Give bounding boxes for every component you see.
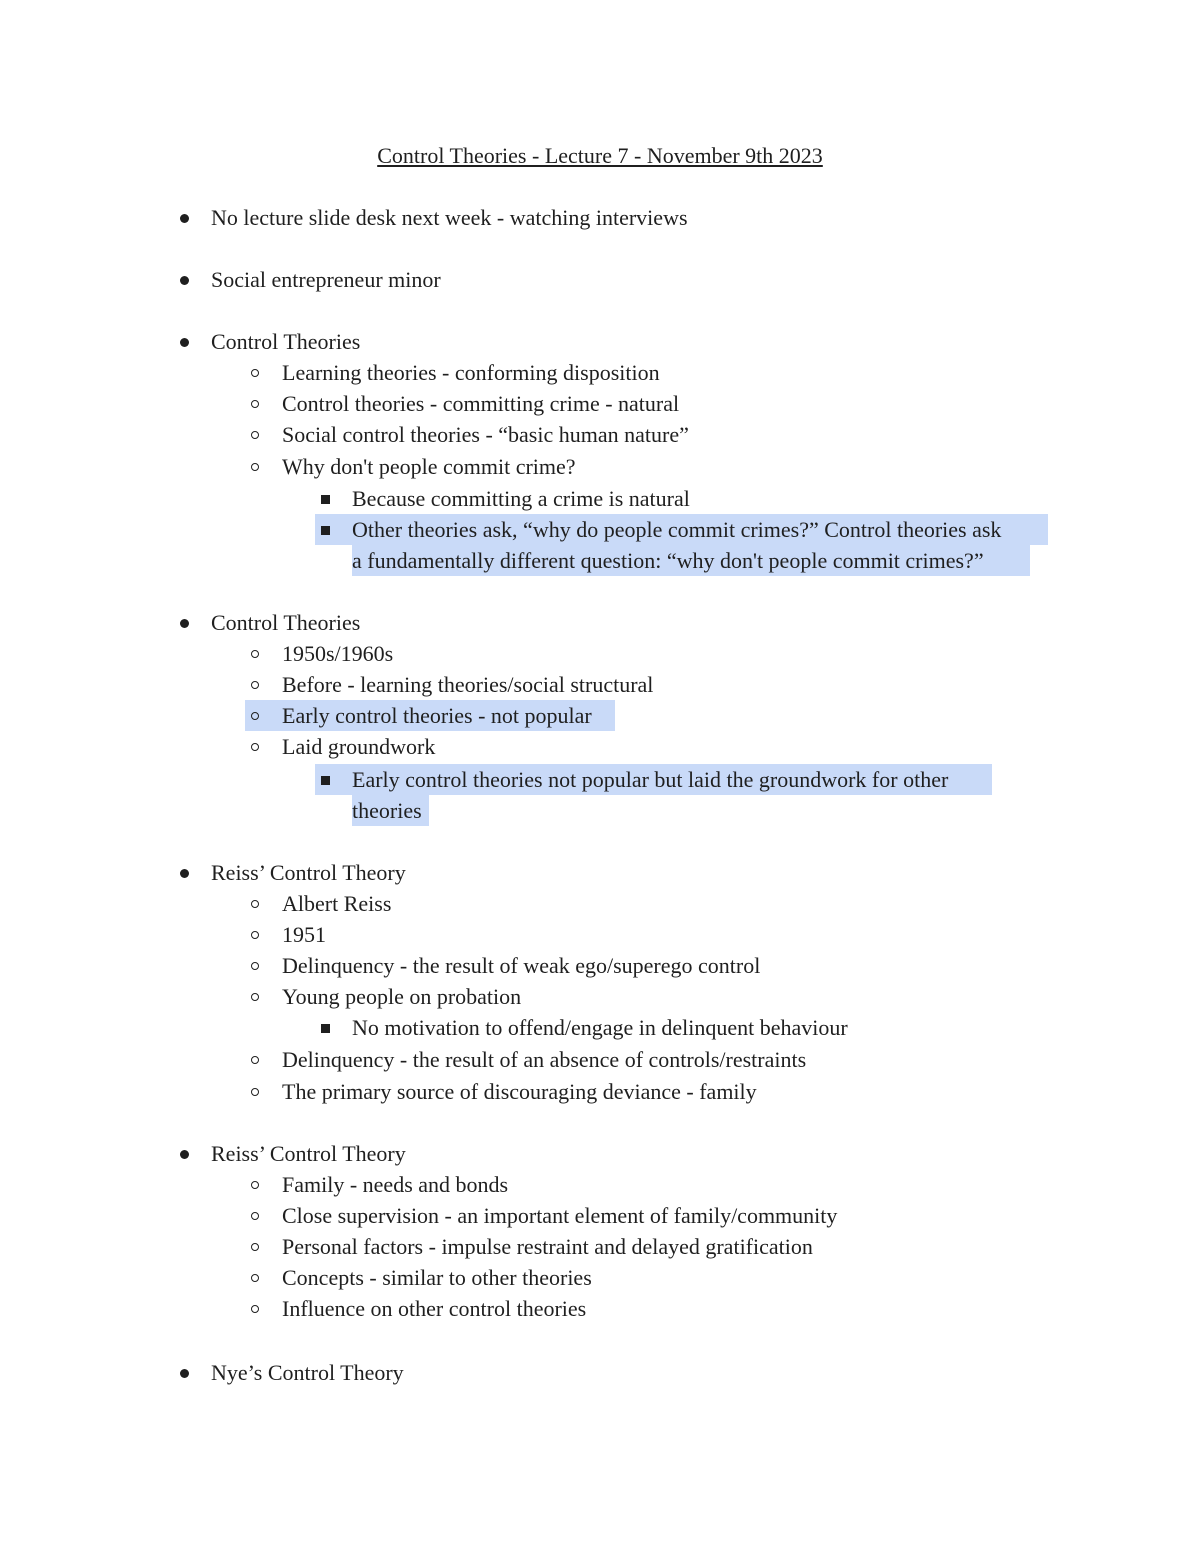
- square-bullet-icon: [315, 514, 335, 545]
- disc-bullet-icon: [174, 264, 194, 295]
- circle-bullet-icon: [245, 1262, 265, 1293]
- circle-bullet-icon: [245, 981, 265, 1012]
- disc-bullet-icon: [174, 607, 194, 638]
- circle-bullet-icon: [245, 1293, 265, 1324]
- circle-bullet-icon: [245, 388, 265, 419]
- circle-bullet-icon: [245, 919, 265, 950]
- circle-bullet-icon: [245, 731, 265, 762]
- document-page: Control Theories - Lecture 7 - November 9th 2023 No lecture slide desk next week - watching interviews Social entrepreneur minor Control Theories Learning theories - conforming disposition Control theories - committing crime - natural Social control theories - “basic human nature” Why don't people commit crime? Because committing a crime is natural Other theories ask, “why do people commit crimes?” Control theories ask a fundamentally different question: “why don't people commit crimes?” Control Theories 1950s/1960s Before - learning theories/social structural Early control theories - not popular Laid groundwork Early control theories not popular but laid the groundwork for other theories Reiss’ Control Theory Albert Reiss 1951 Delinquency - the result of weak ego/superego control Young people on probation No motivation to offend/engage in delinquent behaviour Delinquency - the result of an absence of controls/restraints The primary source of discouraging deviance - family Reiss’ Control Theory Family - needs and bonds Close supervision - an important element of family/community Personal factors - impulse restraint and delayed gratification Concepts - similar to other theories Influence on other control theories Nye’s Control Theory: [0, 0, 1200, 1553]
- circle-bullet-icon: [245, 700, 265, 731]
- circle-bullet-icon: [245, 888, 265, 919]
- circle-bullet-icon: [245, 357, 265, 388]
- disc-bullet-icon: [174, 857, 194, 888]
- disc-bullet-icon: [174, 326, 194, 357]
- circle-bullet-icon: [245, 419, 265, 450]
- circle-bullet-icon: [245, 1076, 265, 1107]
- circle-bullet-icon: [245, 1044, 265, 1075]
- document-title: Control Theories - Lecture 7 - November 9th 2023: [377, 143, 823, 168]
- circle-bullet-icon: [245, 950, 265, 981]
- circle-bullet-icon: [245, 1200, 265, 1231]
- circle-bullet-icon: [245, 638, 265, 669]
- disc-bullet-icon: [174, 1138, 194, 1169]
- circle-bullet-icon: [245, 1169, 265, 1200]
- disc-bullet-icon: [174, 1357, 194, 1388]
- circle-bullet-icon: [245, 1231, 265, 1262]
- disc-bullet-icon: [174, 202, 194, 233]
- circle-bullet-icon: [245, 669, 265, 700]
- square-bullet-icon: [315, 764, 335, 795]
- circle-bullet-icon: [245, 451, 265, 482]
- square-bullet-icon: [315, 1012, 335, 1043]
- square-bullet-icon: [315, 483, 335, 514]
